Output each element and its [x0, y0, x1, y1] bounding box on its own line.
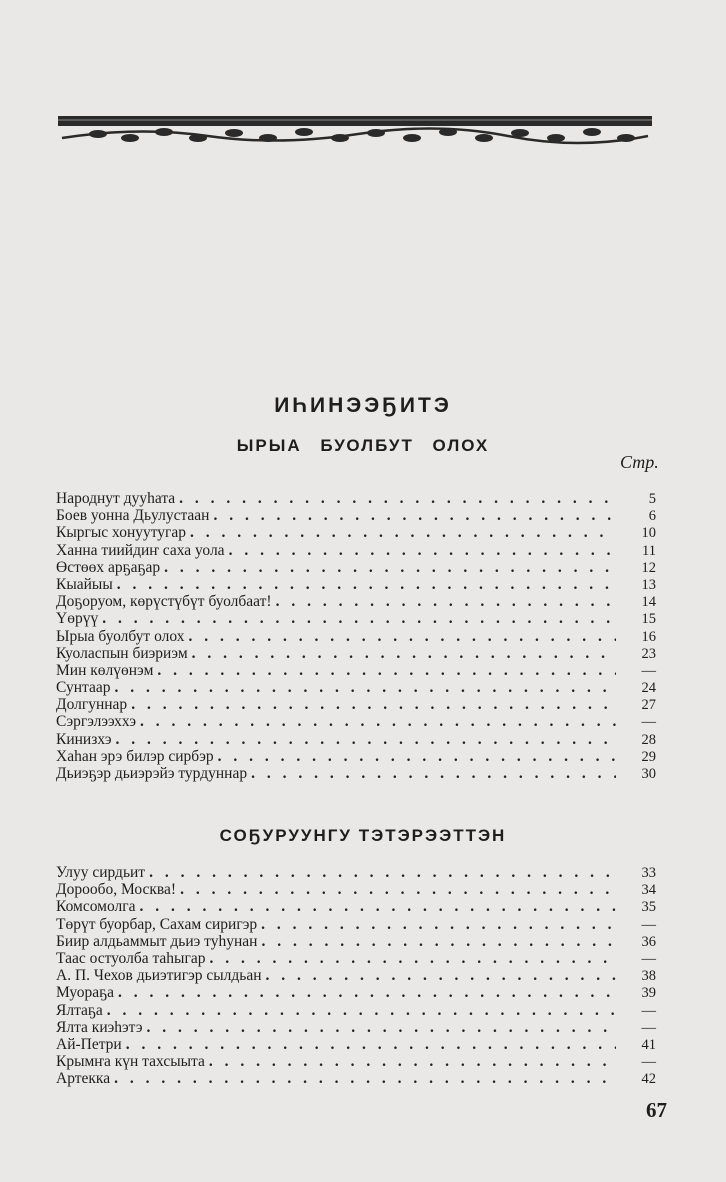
- toc-entry: [56, 628, 656, 645]
- toc-entry-title: Дорообо, Москва!: [56, 881, 177, 899]
- toc-entry: [56, 864, 656, 881]
- toc-entry: [56, 916, 656, 933]
- contents-title: ИҺИНЭЭҔИТЭ: [274, 394, 452, 417]
- toc-entry-title: Доҕоруом, көрүстүбүт буолбаат!: [56, 593, 272, 611]
- leader-dots: [179, 490, 616, 507]
- leader-dots: [209, 950, 616, 967]
- toc-entry: [56, 933, 656, 950]
- leader-dots: [131, 696, 616, 713]
- toc-entry-page: 28: [641, 731, 656, 748]
- decorative-ornament: [58, 112, 652, 146]
- toc-entry: [56, 748, 656, 765]
- toc-entry-title: Таас остуолба таһыгар: [56, 949, 206, 967]
- toc-entry-page: 33: [641, 865, 656, 881]
- toc-entry: [56, 1053, 656, 1070]
- toc-entry-title: Төрүт буорбар, Сахам сиригэр: [56, 915, 258, 933]
- leader-dots: [157, 662, 616, 679]
- toc-entry-page: 23: [641, 645, 656, 662]
- toc-entry-title: Сунтаар: [56, 679, 111, 697]
- leader-dots: [102, 610, 616, 627]
- toc-entry: [56, 593, 656, 610]
- toc-entry-page: 24: [641, 680, 656, 697]
- leader-dots: [126, 1036, 616, 1053]
- toc-entry-title: Ялтаҕа: [56, 1001, 103, 1019]
- leader-dots: [276, 593, 616, 610]
- toc-entry: [56, 645, 656, 662]
- toc-list: [56, 864, 656, 1087]
- toc-entry: [56, 662, 656, 679]
- toc-entry-page: 29: [641, 748, 656, 765]
- toc-entry: [56, 559, 656, 576]
- toc-entry-title: Улуу сирдьит: [56, 864, 146, 881]
- toc-entry-page: 38: [641, 968, 656, 985]
- toc-entry-page: 36: [641, 933, 656, 950]
- toc-entry-page: 6: [648, 508, 656, 525]
- toc-entry: [56, 881, 656, 898]
- toc-entry-title: Артекка: [56, 1070, 111, 1088]
- toc-entry-title: Өстөөх арҕаҕар: [56, 558, 161, 576]
- toc-entry-title: Мин көлүөнэм: [56, 661, 154, 679]
- toc-entry-title: Муораҕа: [56, 984, 115, 1002]
- section-title: ЫРЫА БУОЛБУТ ОЛОХ: [236, 436, 490, 455]
- toc-entry: [56, 731, 656, 748]
- toc-entry-title: Боев уонна Дьулустаан: [56, 507, 210, 525]
- leader-dots: [140, 713, 616, 730]
- leader-dots: [251, 765, 616, 782]
- leader-dots: [117, 576, 616, 593]
- leader-dots: [261, 933, 616, 950]
- toc-entry: [56, 967, 656, 984]
- toc-entry-page: 16: [641, 628, 656, 645]
- toc-entry-page: 10: [641, 525, 656, 542]
- page-number: 67: [646, 1098, 667, 1122]
- toc-entry-title: Ялта киэһэтэ: [56, 1018, 143, 1036]
- toc-entry: [56, 696, 656, 713]
- section-title: СОҔУРУУНГУ ТЭТЭРЭЭТТЭН: [219, 826, 507, 845]
- toc-entry-page: 41: [641, 1036, 656, 1053]
- leader-dots: [188, 628, 616, 645]
- toc-entry-page: —: [641, 714, 656, 731]
- toc-entry: [56, 984, 656, 1001]
- leader-dots: [192, 645, 616, 662]
- toc-entry: [56, 679, 656, 696]
- toc-entry: [56, 950, 656, 967]
- toc-entry: [56, 490, 656, 507]
- toc-entry: [56, 576, 656, 593]
- toc-entry: [56, 610, 656, 627]
- toc-entry: [56, 1019, 656, 1036]
- toc-entry-page: —: [641, 1002, 656, 1019]
- toc-entry-page: 5: [648, 491, 656, 507]
- leader-dots: [180, 881, 616, 898]
- toc-entry-page: —: [641, 916, 656, 933]
- leader-dots: [164, 559, 616, 576]
- leader-dots: [261, 916, 616, 933]
- toc-entry-page: 42: [641, 1071, 656, 1088]
- leader-dots: [140, 898, 617, 915]
- toc-entry-title: Үөрүү: [56, 610, 99, 628]
- toc-entry-page: 30: [641, 766, 656, 782]
- toc-entry-page: 11: [642, 542, 656, 559]
- toc-list: [56, 490, 656, 782]
- toc-entry-title: Комсомолга: [56, 898, 136, 916]
- toc-entry-title: Биир алдьаммыт дьиэ туһунан: [56, 932, 258, 950]
- toc-entry-page: —: [641, 950, 656, 967]
- toc-entry: [56, 542, 656, 559]
- leader-dots: [213, 507, 616, 524]
- toc-entry: [56, 898, 656, 915]
- page-column-label: Стр.: [620, 452, 659, 472]
- toc-entry: [56, 1036, 656, 1053]
- toc-entry-page: 13: [641, 576, 656, 593]
- leader-dots: [114, 1070, 616, 1087]
- toc-entry: [56, 713, 656, 730]
- toc-entry: [56, 507, 656, 524]
- leader-dots: [229, 542, 616, 559]
- leader-dots: [114, 679, 616, 696]
- toc-entry: [56, 1002, 656, 1019]
- toc-entry-title: Крымҥа күн тахсыыта: [56, 1053, 205, 1071]
- leader-dots: [218, 748, 616, 765]
- toc-entry-title: Кыайыы: [56, 575, 113, 593]
- toc-entry-title: Долгуннар: [56, 696, 128, 714]
- toc-entry-page: 34: [641, 882, 656, 899]
- toc-entry-page: 27: [641, 697, 656, 714]
- toc-entry-title: А. П. Чехов дьиэтигэр сылдьан: [56, 967, 262, 985]
- leader-dots: [209, 1053, 616, 1070]
- toc-entry-title: Дьиэҕэр дьиэрэйэ турдуннар: [56, 765, 248, 782]
- toc-entry-title: Народнут дууһата: [56, 490, 176, 507]
- leader-dots: [149, 864, 616, 881]
- toc-entry-title: Сэргэлээххэ: [56, 713, 137, 731]
- toc-entry-title: Ырыа буолбут олох: [56, 627, 185, 645]
- leader-dots: [266, 967, 616, 984]
- toc-entry: [56, 524, 656, 541]
- toc-entry: [56, 1070, 656, 1087]
- toc-entry-page: —: [641, 1054, 656, 1071]
- toc-entry-title: Куоласпын биэриэм: [56, 644, 188, 662]
- toc-entry-title: Кинизхэ: [56, 730, 112, 748]
- toc-entry-page: 35: [641, 899, 656, 916]
- leader-dots: [107, 1002, 616, 1019]
- toc-entry-page: 15: [641, 611, 656, 628]
- toc-entry-page: 12: [641, 559, 656, 576]
- leader-dots: [116, 731, 616, 748]
- toc-entry-title: Кыргыс хонуутугар: [56, 524, 187, 542]
- toc-entry-title: Ханна тиийдиҥ саха уола: [56, 541, 225, 559]
- toc-entry-page: —: [641, 1019, 656, 1036]
- toc-entry-title: Хаһан эрэ билэр сирбэр: [56, 747, 214, 765]
- toc-entry-page: 14: [641, 594, 656, 611]
- toc-entry-page: 39: [641, 985, 656, 1002]
- toc-entry-page: —: [641, 662, 656, 679]
- toc-entry: [56, 765, 656, 782]
- toc-entry-title: Ай-Петри: [56, 1035, 122, 1053]
- leader-dots: [146, 1019, 616, 1036]
- leader-dots: [190, 524, 616, 541]
- leader-dots: [118, 984, 616, 1001]
